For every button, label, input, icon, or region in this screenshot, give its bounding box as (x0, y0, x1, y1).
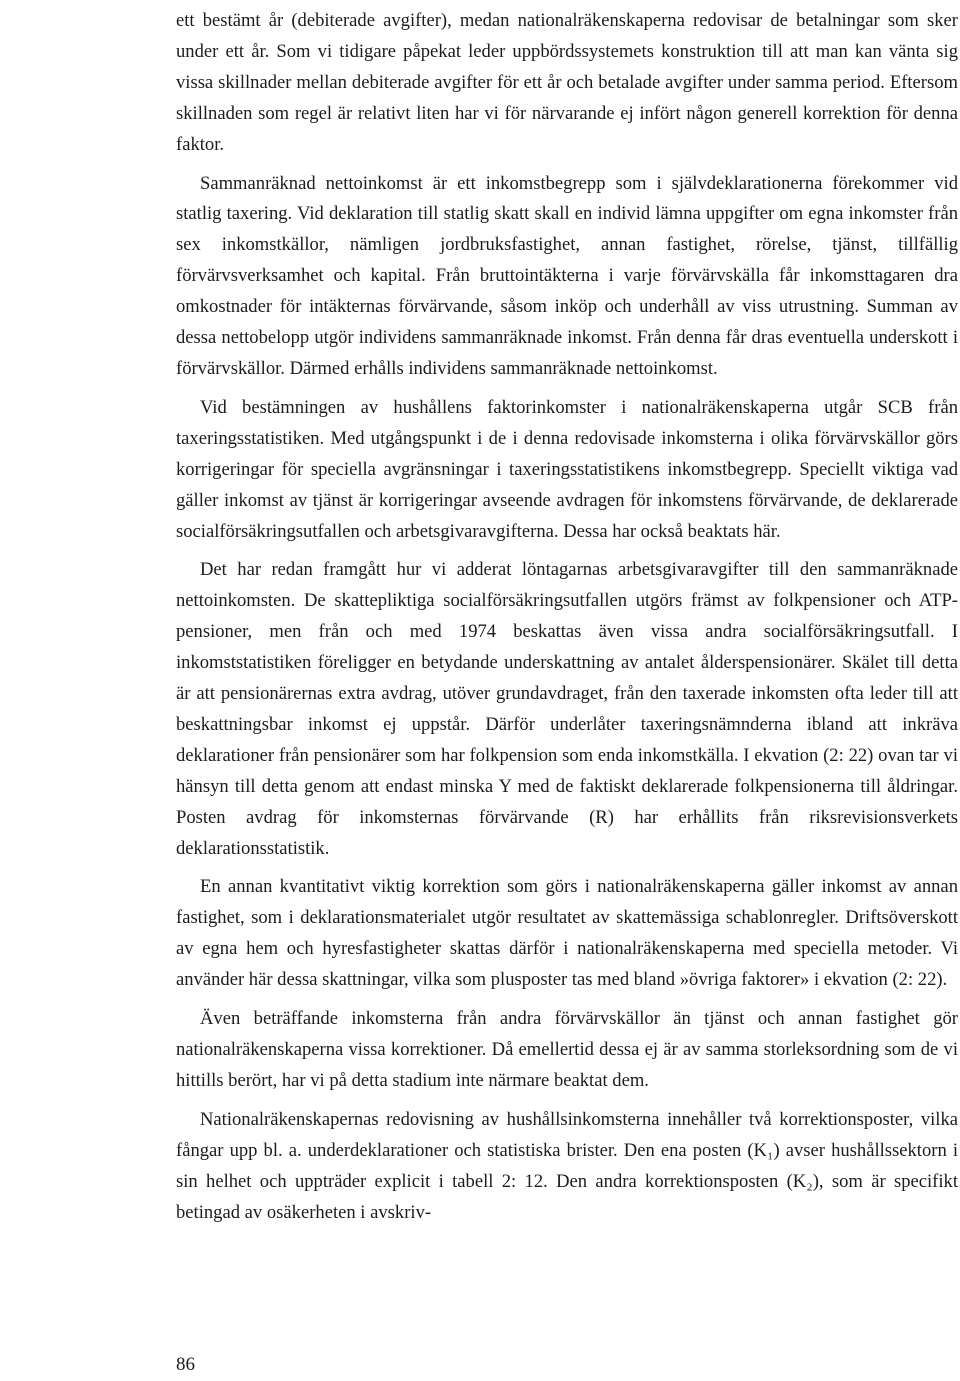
body-text (176, 6, 958, 1236)
paragraph-7: Nationalräkenskapernas redovisning av hushållsinkomsterna innehåller två korrektionsposter, vilka fångar upp bl. a. underdeklarationer och statistiska brister. Den ena posten (K₁) avser hushållssektorn i sin helhet och uppträder explicit i tabell 2: 12. Den andra korrektionsposten (K₂), som är specifikt betingad av osäkerheten i avskriv- (176, 1108, 958, 1223)
paragraph-3: Vid bestämningen av hushållens faktorinkomster i nationalräkenskaperna utgår SCB från taxeringsstatistiken. Med utgångspunkt i de i denna redovisade inkomsterna i olika förvärvskällor görs korrigeringar för speciella avgränsningar i taxeringsstatistikens inkomstbegrepp. Speciellt viktiga vad gäller inkomst av tjänst är korrigeringar avseende avdragen för inkomstens förvärvande, de deklarerade socialförsäkringsutfallen och arbetsgivaravgifterna. Dessa har också beaktats här. (176, 396, 958, 542)
paragraph-5: En annan kvantitativt viktig korrektion som görs i nationalräkenskaperna gäller inkomst av annan fastighet, som i deklarationsmaterialet utgör resultatet av skattemässiga schablonregler. Driftsöverskott av egna hem och hyresfastigheter skattas därför i nationalräkenskaperna med speciella metoder. Vi använder här dessa skattningar, vilka som plusposter tas med bland »övriga faktorer» i ekvation (2: 22). (176, 876, 958, 991)
page-number: 86 (176, 1354, 195, 1375)
paragraph-6: Även beträffande inkomsterna från andra förvärvskällor än tjänst och annan fastighet gör nationalräkenskaperna vissa korrektioner. Då emellertid dessa ej är av samma storleksordning som de vi hittills berört, har vi på detta stadium inte närmare beaktat dem. (176, 1008, 958, 1091)
paragraph-2: Sammanräknad nettoinkomst är ett inkomstbegrepp som i självdeklarationerna förekommer vid statlig taxering. Vid deklaration till statlig skatt skall en individ lämna uppgifter om egna inkomster från sex inkomstkällor, nämligen jordbruksfastighet, annan fastighet, rörelse, tjänst, tillfällig förvärvsverksamhet och kapital. Från bruttointäkterna i varje förvärvskälla får inkomsttagaren dra omkostnader för intäkternas förvärvande, såsom inköp och underhåll av viss utrustning. Summan av dessa nettobelopp utgör individens sammanräknade inkomst. Från denna får dras eventuella underskott i förvärvskällor. Därmed erhålls individens sammanräknade nettoinkomst. (176, 172, 958, 379)
paragraph-4: Det har redan framgått hur vi adderat löntagarnas arbetsgivaravgifter till den sammanräknade nettoinkomsten. De skattepliktiga socialförsäkringsutfallen utgörs främst av folkpensioner och ATP-pensioner, men från och med 1974 beskattas även vissa andra socialförsäkringsutfall. I inkomststatistiken föreligger en betydande underskattning av antalet ålderspensionärer. Skälet till detta är att pensionärernas extra avdrag, utöver grundavdraget, från den taxerade inkomsten ofta leder till att beskattningsbar inkomst ej uppstår. Därför underlåter taxeringsnämnderna ibland att inkräva deklarationer från pensionärer som har folkpension som enda inkomstkälla. I ekvation (2: 22) ovan tar vi hänsyn till detta genom att endast minska Y med de faktiskt deklarerade folkpensionerna till åldringar. Posten avdrag för inkomsternas förvärvande (R) har erhållits från riksrevisionsverkets deklarationsstatistik. (176, 559, 958, 859)
document-page (176, 0, 958, 1381)
paragraph-1: ett bestämt år (debiterade avgifter), medan nationalräkenskaperna redovisar de betalningar som sker under ett år. Som vi tidigare påpekat leder uppbördssystemets konstruktion till att man kan vänta sig vissa skillnader mellan debiterade avgifter för ett år och betalade avgifter under samma period. Eftersom skillnaden som regel är relativt liten har vi för närvarande ej infört någon generell korrektion för denna faktor. (176, 10, 958, 155)
